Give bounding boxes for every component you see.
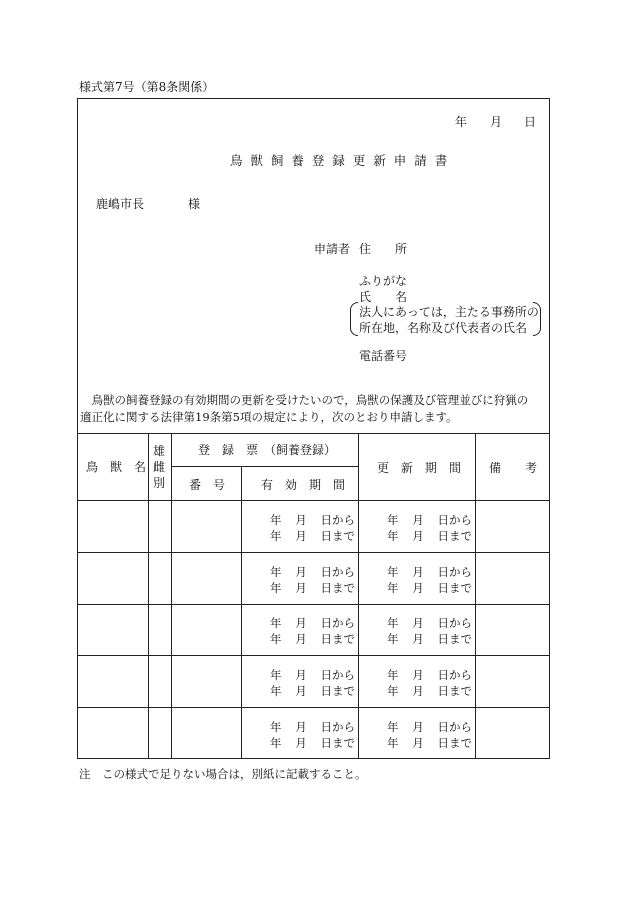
header-registration: 登 録 票 （飼養登録） [198,443,337,457]
footnote: 注 この様式で足りない場合は，別紙に記載すること。 [79,767,367,781]
form-number: 様式第7号（第8条関係） [79,80,215,94]
validity-period-cell: 年 月 日から 年 月 日まで [270,720,355,750]
header-renewal: 更 新 期 間 [377,461,462,475]
header-sex-1: 雄 [153,444,166,458]
renewal-period-cell: 年 月 日から 年 月 日まで [387,616,472,646]
address-label: 住 所 [359,242,408,256]
name-label: 氏 名 [359,290,408,304]
table-col-line [475,433,476,759]
validity-period-cell: 年 月 日から 年 月 日まで [270,513,355,543]
addressee-name: 鹿嶋市長 [96,197,145,211]
table-col-line [148,433,149,759]
applicant-label: 申請者 [314,242,351,256]
renewal-period-cell: 年 月 日から 年 月 日まで [387,565,472,595]
renewal-period-cell: 年 月 日から 年 月 日まで [387,720,472,750]
renewal-period-cell: 年 月 日から 年 月 日まで [387,668,472,698]
note-bracket-left [350,302,358,336]
header-validity: 有 効 期 間 [261,478,346,492]
date-year: 年 [455,115,468,129]
addressee-suffix: 様 [188,197,201,211]
corporate-note-line2: 所在地，名称及び代表者の氏名 [359,321,528,335]
table-col-line [241,466,242,759]
header-number: 番 号 [189,478,226,492]
header-remarks: 備 考 [489,461,538,475]
body-text-line1: 鳥獣の飼養登録の有効期間の更新を受けたいので，鳥獣の保護及び管理並びに狩猟の [80,393,529,407]
date-month: 月 [490,115,503,129]
header-sex-2: 雌 [153,460,166,474]
table-col-line [171,433,172,759]
document-title: 鳥 獣 飼 養 登 録 更 新 申 請 書 [230,153,450,168]
table-col-line [358,433,359,759]
renewal-period-cell: 年 月 日から 年 月 日まで [387,513,472,543]
body-text-line2: 適正化に関する法律第19条第5項の規定により，次のとおり申請します。 [80,410,458,424]
phone-label: 電話番号 [359,349,408,363]
corporate-note-line1: 法人にあっては，主たる事務所の [359,305,539,319]
table-subheader-line [171,466,358,467]
header-sex-3: 別 [153,476,166,490]
furigana-label: ふりがな [359,274,408,288]
validity-period-cell: 年 月 日から 年 月 日まで [270,565,355,595]
validity-period-cell: 年 月 日から 年 月 日まで [270,668,355,698]
date-day: 日 [524,115,537,129]
validity-period-cell: 年 月 日から 年 月 日まで [270,616,355,646]
header-species: 鳥 獣 名 [86,460,147,474]
note-bracket-right [533,302,541,336]
